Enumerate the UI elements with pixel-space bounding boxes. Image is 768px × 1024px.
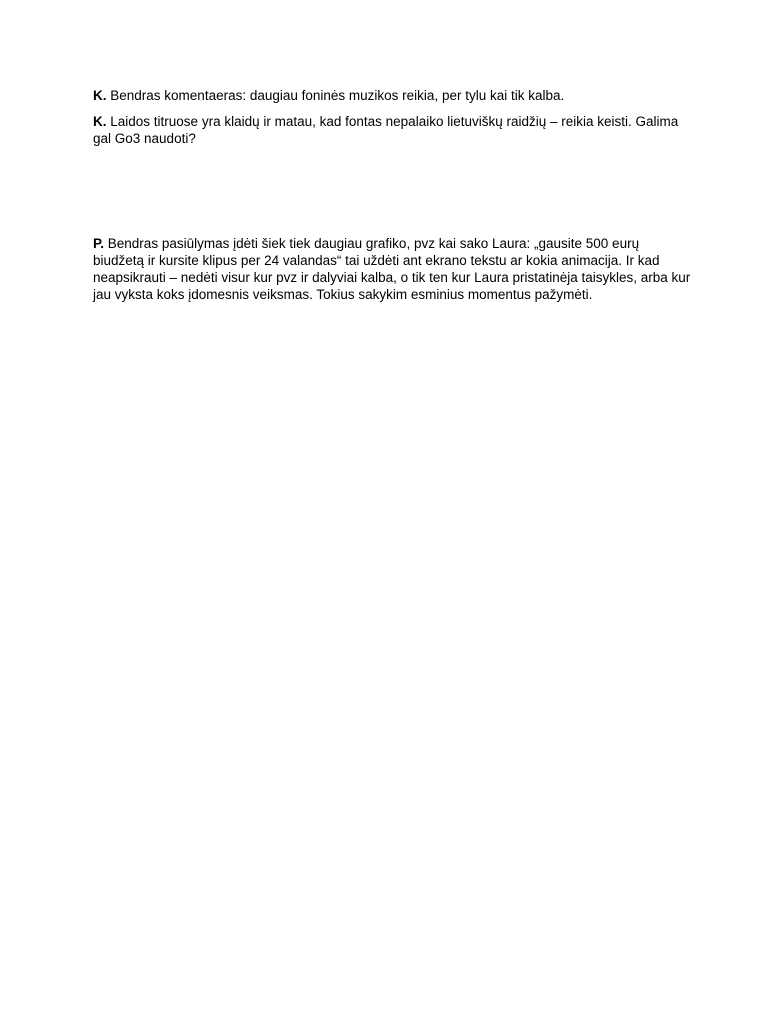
comment-paragraph (93, 113, 693, 147)
comment-text: Laidos titruose yra klaidų ir matau, kad fontas nepalaiko lietuviškų raidžių – reikia keisti. Galima gal Go3 naudoti? (93, 114, 679, 146)
suggestion-prefix: P. (93, 236, 105, 251)
comment-prefix: K. (93, 114, 107, 129)
comment-prefix: K. (93, 88, 107, 103)
comment-paragraph (93, 87, 693, 104)
comment-text: Bendras komentaeras: daugiau foninės muzikos reikia, per tylu kai tik kalba. (110, 88, 565, 103)
suggestion-paragraph (93, 235, 693, 303)
suggestion-text: Bendras pasiūlymas įdėti šiek tiek daugiau grafiko, pvz kai sako Laura: „gausite 500 eurų biudžetą ir kursite klipus per 24 valandas“ tai uždėti ant ekrano tekstu ar kokia animacija. Ir kad neapsikrauti – nedėti visur kur pvz ir dalyviai kalba, o tik ten kur Laura pristatinėja taisykles, arba kur jau vyksta koks įdomesnis veiksmas. Tokius sakykim esminius momentus pažymėti. (93, 236, 691, 302)
